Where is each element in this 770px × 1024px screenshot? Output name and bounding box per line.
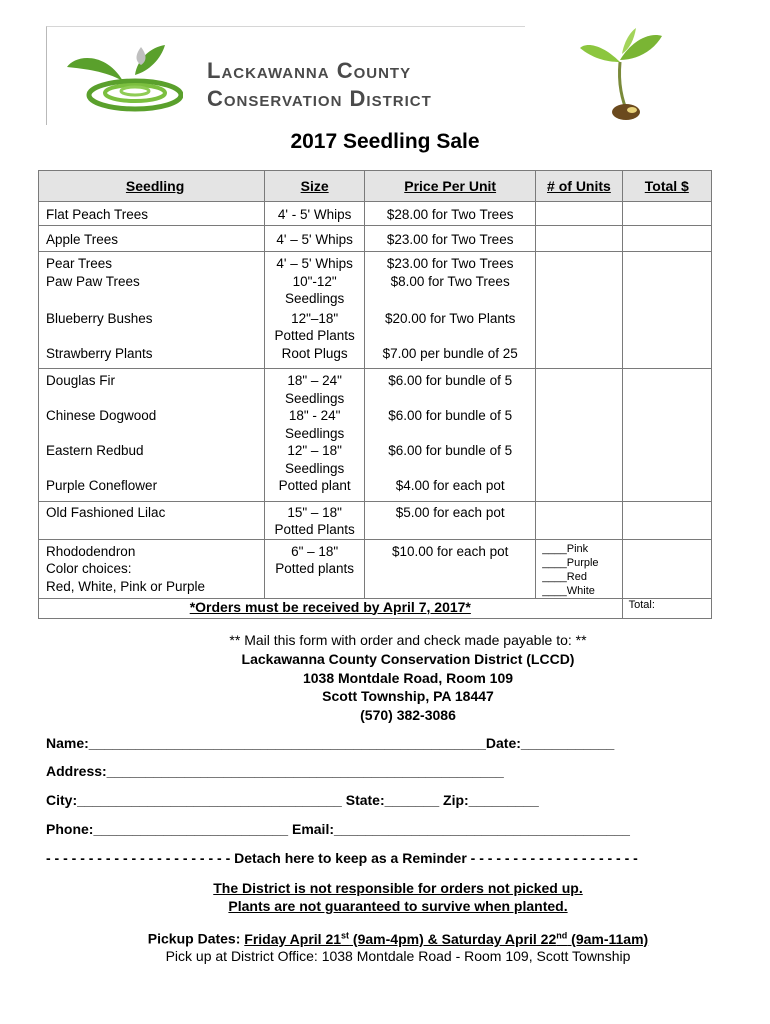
table-row (39, 369, 712, 408)
units-input[interactable] (536, 345, 622, 369)
seedling-name: Flat Peach Trees (46, 207, 149, 222)
col-header-size: Size (265, 171, 365, 202)
pickup-dates (0, 930, 770, 947)
disclaimer-line2: Plants are not guaranteed to survive when planted. (228, 898, 568, 914)
price-value: $8.00 for Two Trees (390, 273, 510, 289)
pickup-day1-sup: st (341, 930, 350, 940)
detach-line: - - - - - - - - - - - - - - - - - - - - - - Detach here to keep as a Reminder - - - - - - - - - - - - - - - - - - - - (46, 850, 638, 866)
table-row (39, 310, 712, 345)
seedling-name: Purple Coneflower (46, 478, 158, 493)
size-value: Potted plant (278, 478, 351, 493)
units-input[interactable] (536, 407, 622, 442)
address-street: 1038 Montdale Road, Room 109 (302, 669, 514, 686)
table-row (39, 345, 712, 369)
disclaimer (0, 879, 770, 915)
name-date-field[interactable]: Name:___________________________________________________Date:____________ (46, 735, 615, 751)
size-value: 4' – 5' Whips (276, 256, 353, 271)
leaf-logo-icon (65, 41, 183, 115)
seedling-name: Chinese Dogwood (46, 408, 157, 423)
color-option-red[interactable]: ____Red (542, 570, 587, 583)
size-value: Seedlings (284, 390, 345, 406)
size-value: 15" – 18" (287, 504, 342, 520)
seedling-name: Apple Trees (46, 232, 119, 247)
total-input[interactable] (622, 477, 711, 501)
order-table (38, 170, 712, 619)
col-header-price: Price Per Unit (365, 171, 536, 202)
total-input[interactable] (622, 202, 711, 226)
col-header-seedling: Seedling (39, 171, 265, 202)
table-row (39, 226, 712, 252)
pickup-label: Pickup Dates: (147, 930, 245, 947)
total-input[interactable] (622, 539, 711, 598)
seedling-note: Color choices: (46, 561, 132, 576)
total-input[interactable] (622, 442, 711, 477)
seedling-note: Red, White, Pink or Purple (46, 578, 206, 594)
total-input[interactable] (622, 407, 711, 442)
units-input[interactable] (536, 477, 622, 501)
size-value: 12"–18" (291, 310, 339, 326)
total-input[interactable] (622, 226, 711, 252)
units-input[interactable] (536, 226, 622, 252)
size-value: Seedlings (284, 425, 345, 441)
price-value: $6.00 for bundle of 5 (388, 373, 513, 388)
seedling-name: Strawberry Plants (46, 345, 153, 361)
size-value: Potted Plants (274, 328, 355, 343)
units-input[interactable] (536, 310, 622, 345)
size-value: Root Plugs (281, 345, 348, 361)
address-field[interactable]: Address:___________________________________________________ (46, 763, 504, 779)
seedling-name: Pear Trees (46, 256, 113, 271)
mailing-address (0, 650, 770, 724)
size-value: 4' – 5' Whips (276, 232, 353, 247)
seedling-name: Eastern Redbud (46, 443, 144, 458)
table-footer-row (39, 598, 712, 618)
price-value: $6.00 for bundle of 5 (388, 443, 513, 458)
pickup-day1: Friday April 21 (244, 930, 342, 947)
seedling-name: Blueberry Bushes (46, 310, 153, 326)
total-input[interactable] (622, 369, 711, 408)
org-name-line2: Conservation District (207, 86, 432, 111)
total-input[interactable] (622, 345, 711, 369)
size-value: Seedlings (284, 460, 345, 476)
color-choice-field[interactable] (536, 539, 622, 598)
units-input[interactable] (536, 252, 622, 310)
seedling-name: Paw Paw Trees (46, 273, 140, 289)
price-value: $23.00 for Two Trees (386, 232, 514, 247)
size-value: 12" – 18" (287, 443, 342, 458)
table-row (39, 202, 712, 226)
color-option-pink[interactable]: ____Pink (542, 542, 589, 555)
table-row (39, 477, 712, 501)
units-input[interactable] (536, 501, 622, 539)
table-row (39, 539, 712, 598)
disclaimer-line1: The District is not responsible for orders not picked up. (213, 880, 583, 896)
page-title: 2017 Seedling Sale (290, 130, 480, 153)
units-input[interactable] (536, 369, 622, 408)
pickup-office: Pick up at District Office: 1038 Montdale Road - Room 109, Scott Township (165, 948, 631, 964)
total-input[interactable] (622, 252, 711, 310)
pickup-day1-time: (9am-4pm) & Saturday April 22 (349, 930, 557, 947)
price-value: $20.00 for Two Plants (385, 310, 516, 326)
table-row (39, 501, 712, 539)
table-row (39, 442, 712, 477)
address-org: Lackawanna County Conservation District (LCCD) (241, 651, 575, 667)
size-value: 10"-12" (292, 273, 337, 289)
seedling-name: Old Fashioned Lilac (46, 504, 166, 520)
orders-deadline-note: *Orders must be received by April 7, 2017* (39, 598, 623, 618)
size-value: Potted plants (275, 561, 355, 576)
address-phone: (570) 382-3086 (360, 706, 456, 723)
size-value: 18" - 24" (288, 408, 341, 423)
size-value: Potted Plants (274, 522, 355, 537)
size-value: 18" – 24" (287, 373, 342, 388)
seedling-sprout-image (576, 14, 666, 124)
pickup-day2-time: (9am-11am) (567, 930, 649, 947)
table-row (39, 407, 712, 442)
pickup-day2-sup: nd (556, 930, 568, 940)
col-header-total: Total $ (622, 171, 711, 202)
size-value: 4' - 5' Whips (277, 207, 352, 222)
city-state-zip-field[interactable]: City:__________________________________ State:_______ Zip:_________ (46, 792, 539, 808)
org-name-line1: Lackawanna County (207, 58, 412, 83)
price-value: $7.00 per bundle of 25 (382, 345, 518, 361)
size-value: 6" – 18" (291, 543, 339, 559)
table-row (39, 252, 712, 310)
size-value: Seedlings (284, 291, 345, 306)
col-header-units: # of Units (536, 171, 622, 202)
mail-instruction: ** Mail this form with order and check made payable to: ** (229, 632, 587, 648)
phone-email-field[interactable]: Phone:_________________________ Email:______________________________________ (46, 821, 630, 837)
price-value: $28.00 for Two Trees (386, 207, 514, 222)
units-input[interactable] (536, 202, 622, 226)
units-input[interactable] (536, 442, 622, 477)
org-logo (46, 26, 525, 125)
price-value: $5.00 for each pot (395, 504, 505, 520)
price-value: $10.00 for each pot (392, 543, 509, 559)
grand-total-field[interactable]: Total: (622, 598, 711, 618)
color-option-white[interactable]: ____White (542, 584, 595, 597)
address-city: Scott Township, PA 18447 (322, 688, 494, 704)
seedling-name: Douglas Fir (46, 373, 116, 388)
price-value: $6.00 for bundle of 5 (388, 408, 513, 423)
color-option-purple[interactable]: ____Purple (542, 556, 599, 569)
total-input[interactable] (622, 310, 711, 345)
price-value: $23.00 for Two Trees (386, 256, 514, 271)
price-value: $4.00 for each pot (395, 478, 505, 493)
total-input[interactable] (622, 501, 711, 539)
seedling-name: Rhododendron (46, 543, 136, 559)
